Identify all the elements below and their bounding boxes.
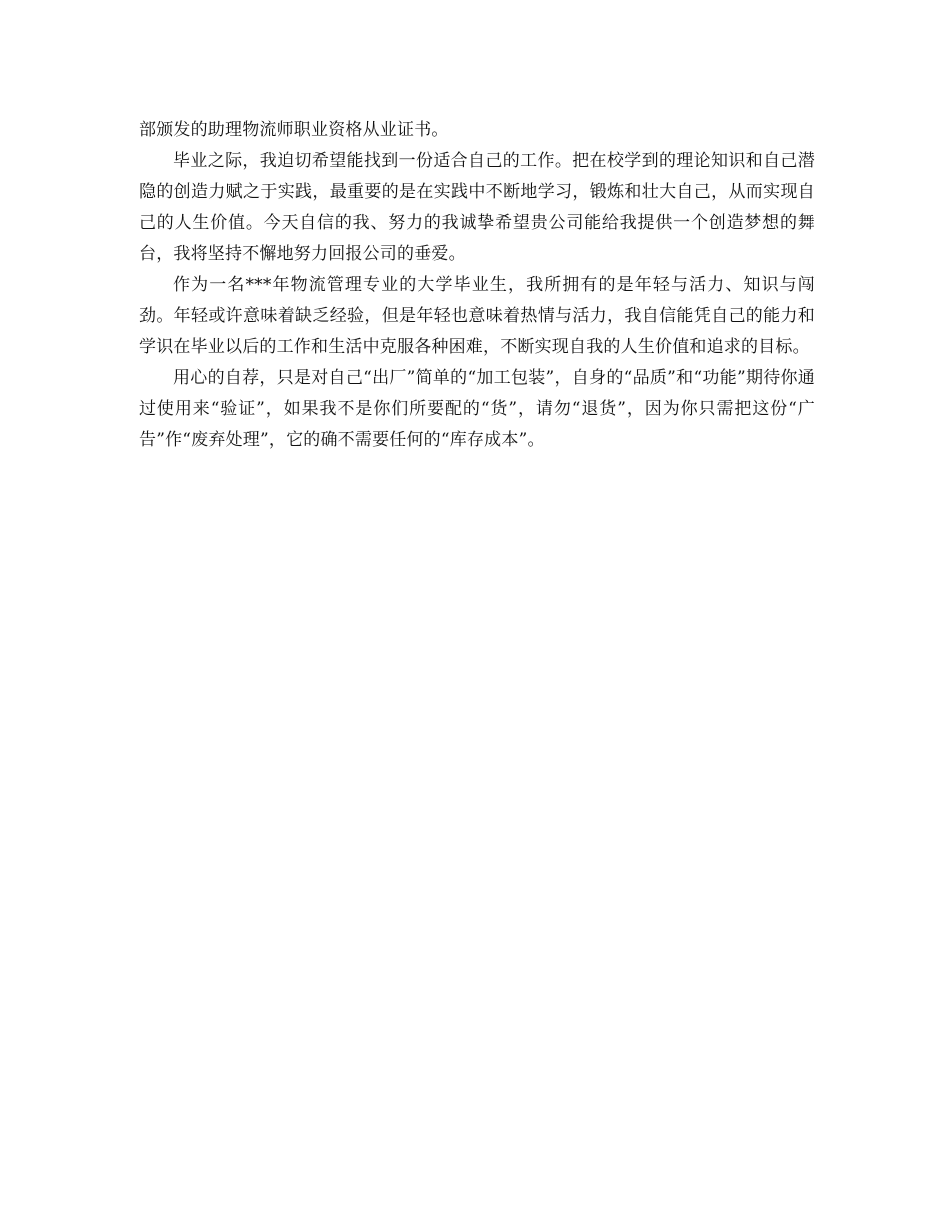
paragraph: 毕业之际，我迫切希望能找到一份适合自己的工作。把在校学到的理论知识和自己潜隐的创造力赋之于实践，最重要的是在实践中不断地学习，锻炼和壮大自己，从而实现自己的人生价值。今天自信的我、努力的我诚挚希望贵公司能给我提供一个创造梦想的舞台，我将坚持不懈地努力回报公司的垂爱。 (139, 151, 815, 264)
document-body (139, 115, 815, 456)
paragraph-continuation: 部颁发的助理物流师职业资格从业证书。 (139, 120, 449, 140)
paragraph: 用心的自荐，只是对自己“出厂”简单的“加工包装”，自身的“品质”和“功能”期待你通过使用来“验证”，如果我不是你们所要配的“货”，请勿“退货”，因为你只需把这份“广告”作“废弃处理”，它的确不需要任何的“库存成本”。 (139, 368, 815, 450)
paragraph: 作为一名***年物流管理专业的大学毕业生，我所拥有的是年轻与活力、知识与闯劲。年轻或许意味着缺乏经验，但是年轻也意味着热情与活力，我自信能凭自己的能力和学识在毕业以后的工作和生活中克服各种困难，不断实现自我的人生价值和追求的目标。 (139, 275, 815, 357)
